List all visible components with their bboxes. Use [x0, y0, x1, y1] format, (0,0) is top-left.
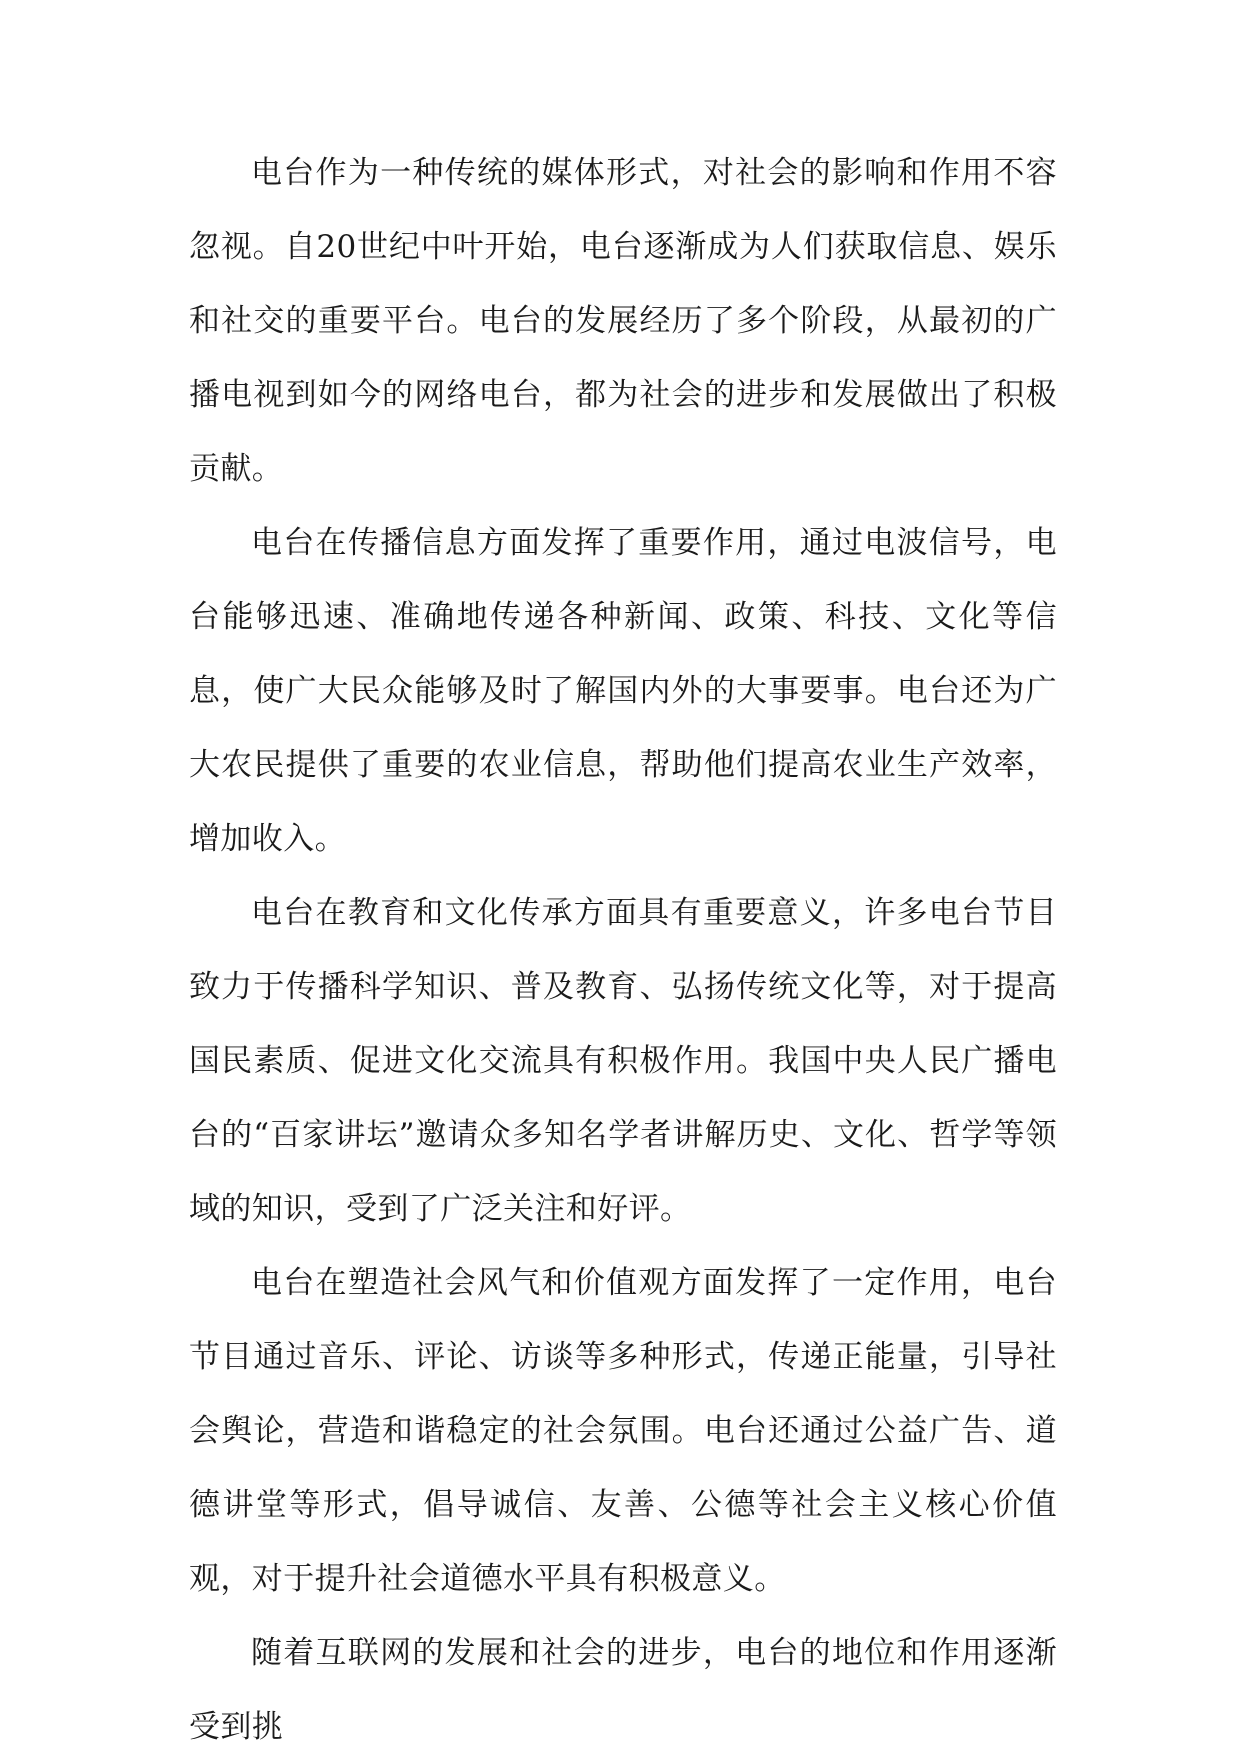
paragraph: 随着互联网的发展和社会的进步，电台的地位和作用逐渐受到挑 — [189, 1635, 1057, 1745]
paragraph: 电台在传播信息方面发挥了重要作用，通过电波信号，电台能够迅速、准确地传递各种新闻、政策、科技、文化等信息，使广大民众能够及时了解国内外的大事要事。电台还为广大农民提供了重要的农业信息，帮助他们提高农业生产效率，增加收入。 — [189, 525, 1057, 857]
paragraph: 电台作为一种传统的媒体形式，对社会的影响和作用不容忽视。自20世纪中叶开始，电台逐渐成为人们获取信息、娱乐和社交的重要平台。电台的发展经历了多个阶段，从最初的广播电视到如今的网络电台，都为社会的进步和发展做出了积极贡献。 — [189, 155, 1057, 487]
paragraph: 电台在塑造社会风气和价值观方面发挥了一定作用，电台节目通过音乐、评论、访谈等多种形式，传递正能量，引导社会舆论，营造和谐稳定的社会氛围。电台还通过公益广告、道德讲堂等形式，倡导诚信、友善、公德等社会主义核心价值观，对于提升社会道德水平具有积极意义。 — [189, 1265, 1057, 1597]
document-body — [189, 136, 1057, 1764]
paragraph: 电台在教育和文化传承方面具有重要意义，许多电台节目致力于传播科学知识、普及教育、弘扬传统文化等，对于提高国民素质、促进文化交流具有积极作用。我国中央人民广播电台的“百家讲坛”邀请众多知名学者讲解历史、文化、哲学等领域的知识，受到了广泛关注和好评。 — [189, 895, 1057, 1227]
